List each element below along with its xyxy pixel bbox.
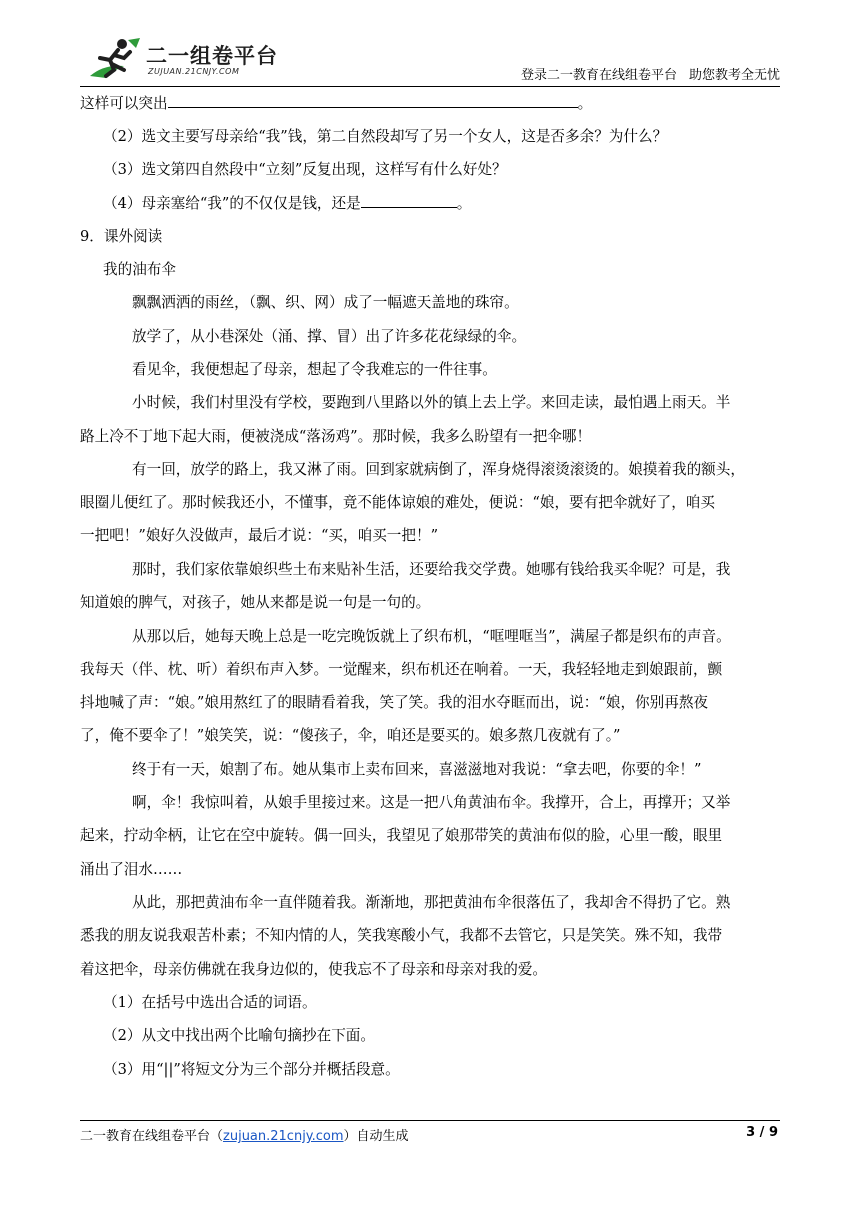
passage-title	[103, 259, 176, 281]
line-text: 从那以后，她每天晚上总是一吃完晚饭就上了织布机，“哐哩哐当”，满屋子都是织布的声音。	[132, 628, 731, 645]
line-text: 那时，我们家依靠娘织些土布来贴补生活，还要给我交学费。她哪有钱给我买伞呢？可是，我	[132, 561, 731, 578]
text-line	[132, 759, 702, 781]
text-line	[80, 925, 722, 947]
text-line	[132, 459, 745, 481]
line-text: 了，俺不要伞了！”娘笑笑，说：“傻孩子，伞，咱还是要买的。娘多熬几夜就有了。”	[80, 727, 621, 744]
text-line	[132, 359, 497, 381]
page-number: 3 / 9	[746, 1125, 778, 1140]
line-text: 从此，那把黄油布伞一直伴随着我。渐渐地，那把黄油布伞很落伍了，我却舍不得扔了它。熟	[132, 894, 731, 911]
answer-blank[interactable]	[361, 192, 457, 208]
line-text: （3）用“||”将短文分为三个部分并概括段意。	[103, 1061, 400, 1078]
line-text: 知道娘的脾气，对孩子，她从来都是说一句是一句的。	[80, 594, 431, 611]
line-text: （2）从文中找出两个比喻句摘抄在下面。	[103, 1027, 375, 1044]
line-text: 这样可以突出	[80, 95, 168, 112]
logo-title: 二一组卷平台	[146, 44, 278, 68]
text-line	[80, 959, 547, 981]
runner-logo-icon	[84, 36, 142, 80]
line-text: 眼圈儿便红了。那时候我还小，不懂事，竟不能体谅娘的难处，便说：“娘，要有把伞就好了，咱买	[80, 494, 715, 511]
line-text: 我的油布伞	[103, 261, 176, 278]
footer-suffix: ）自动生成	[343, 1129, 409, 1144]
text-line	[80, 426, 591, 448]
site-logo[interactable]	[80, 32, 300, 84]
line-text: （1）在括号中选出合适的词语。	[103, 994, 317, 1011]
text-line	[132, 559, 730, 581]
footer-source	[80, 1125, 409, 1144]
page-header	[80, 32, 780, 90]
answer-blank[interactable]	[168, 92, 578, 108]
text-line	[132, 792, 730, 814]
text-line	[103, 192, 471, 214]
line-punctuation: 。	[577, 95, 593, 112]
line-text: 终于有一天，娘割了布。她从集市上卖布回来，喜滋滋地对我说：“拿去吧，你要的伞！”	[132, 761, 702, 778]
header-divider	[80, 86, 780, 87]
line-text: 着这把伞，母亲仿佛就在我身边似的，使我忘不了母亲和母亲对我的爱。	[80, 961, 548, 978]
footer-prefix: 二一教育在线组卷平台（	[80, 1129, 224, 1144]
line-punctuation: 。	[456, 195, 472, 212]
line-text: 飘飘洒洒的雨丝，（飘、织、网）成了一幅遮天盖地的珠帘。	[132, 294, 519, 311]
text-line	[80, 592, 430, 614]
page-footer	[80, 1120, 780, 1160]
line-text: 抖地喊了声：“娘。”娘用熬红了的眼睛看着我，笑了笑。我的泪水夺眶而出，说：“娘，你别再熬夜	[80, 694, 709, 711]
text-line	[103, 159, 507, 181]
text-line	[103, 126, 667, 148]
line-text: （2）选文主要写母亲给“我”钱，第二自然段却写了另一个女人，这是否多余？为什么？	[103, 128, 668, 145]
text-line	[80, 92, 592, 114]
text-line	[80, 525, 438, 547]
line-text: 悉我的朋友说我艰苦朴素；不知内情的人，笑我寒酸小气，我都不去管它，只是笑笑。殊不知，我带	[80, 927, 723, 944]
logo-url: ZUJUAN.21CNJY.COM	[148, 67, 240, 76]
header-slogan	[521, 64, 780, 83]
text-line	[80, 859, 182, 881]
text-line	[132, 626, 731, 648]
line-text: 啊，伞！我惊叫着，从娘手里接过来。这是一把八角黄油布伞。我撑开，合上，再撑开；又举	[132, 794, 731, 811]
line-text: （4）母亲塞给“我”的不仅仅是钱，还是	[103, 195, 361, 212]
line-text: 涌出了泪水……	[80, 861, 183, 878]
slogan-tagline: 助您教考全无忧	[688, 68, 780, 83]
text-line	[132, 392, 730, 414]
line-text: 看见伞，我便想起了母亲，想起了令我难忘的一件往事。	[132, 361, 497, 378]
text-line	[80, 825, 722, 847]
text-line	[103, 1059, 400, 1081]
text-line	[132, 326, 526, 348]
text-line	[80, 725, 620, 747]
line-text: 有一回，放学的路上，我又淋了雨。回到家就病倒了，浑身烧得滚烫滚烫的。娘摸着我的额头，	[132, 461, 745, 478]
slogan-login: 登录二一教育在线组卷平台	[520, 68, 677, 83]
text-line	[132, 892, 730, 914]
text-line	[103, 1025, 375, 1047]
footer-site-link[interactable]: zujuan.21cnjy.com	[223, 1129, 344, 1144]
text-line	[80, 692, 708, 714]
line-text: 路上冷不丁地下起大雨，便被浇成“落汤鸡”。那时候，我多么盼望有一把伞哪！	[80, 428, 592, 445]
text-line	[80, 659, 722, 681]
line-text: 小时候，我们村里没有学校，要跑到八里路以外的镇上去上学。来回走读，最怕遇上雨天。半	[132, 394, 731, 411]
text-line	[132, 292, 519, 314]
line-text: 一把吧！”娘好久没做声，最后才说：“买，咱买一把！”	[80, 527, 439, 544]
text-line	[80, 492, 715, 514]
text-line	[103, 992, 317, 1014]
line-text: 我每天（伴、枕、听）着织布声入梦。一觉醒来，织布机还在响着。一天，我轻轻地走到娘跟前，颤	[80, 661, 723, 678]
footer-divider	[80, 1120, 780, 1121]
line-text: 放学了，从小巷深处（涌、撑、冒）出了许多花花绿绿的伞。	[132, 328, 527, 345]
line-text: 9．课外阅读	[80, 228, 163, 245]
question-heading	[80, 226, 162, 248]
line-text: （3）选文第四自然段中“立刻”反复出现，这样写有什么好处？	[103, 161, 507, 178]
line-text: 起来，拧动伞柄，让它在空中旋转。偶一回头，我望见了娘那带笑的黄油布似的脸，心里一酸，眼里	[80, 827, 723, 844]
